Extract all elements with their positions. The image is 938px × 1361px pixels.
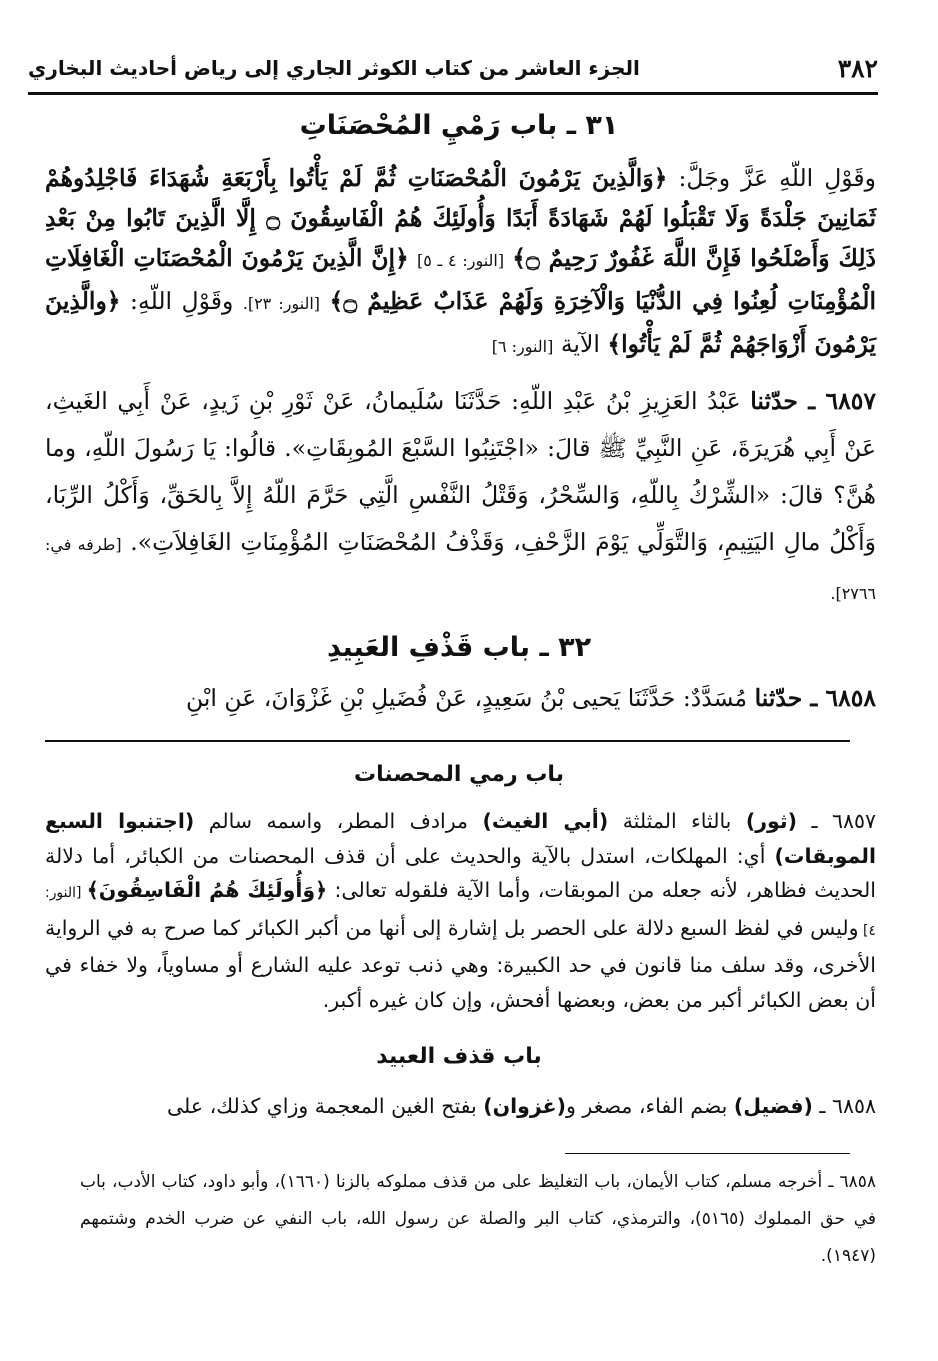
hadith-6857-ref: [طرفه في: ٢٧٦٦].: [45, 535, 876, 603]
verse-ref-1: [النور: ٤ ـ ٥]: [416, 251, 505, 270]
hadith-6857: [45, 378, 876, 617]
page-header: [28, 52, 878, 95]
commentary-text: بالثاء المثلثة: [608, 809, 746, 833]
commentary-verse: ﴿وَأُولَئِكَ هُمُ الْفَاسِقُونَ﴾: [86, 878, 328, 902]
commentary-term-ghazwan: (غزوان): [483, 1094, 566, 1118]
chapter-32-title: ٣٢ ـ باب قَذْفِ العَبِيدِ: [326, 632, 592, 663]
commentary-6857-lead: ٦٨٥٧ ـ: [796, 809, 877, 833]
verse-ref-2: [النور: ٢٣].: [242, 294, 321, 313]
hadith-6858: [45, 676, 876, 720]
hadith-6857-text: عَبْدُ العَزِيزِ بْنُ عَبْدِ اللّهِ: حَدَّثَنَا سُلَيمانُ، عَنْ ثَوْرِ بْنِ زَيدٍ، عَنْ أَبِي الغَيثِ، عَنْ أَبِي هُرَيرَةَ، عَنِ النَّبِيِّ ﷺ قالَ: «اجْتَنِبُوا السَّبْعَ المُوبِقَاتِ». قالُوا: يَا رَسُولَ اللّهِ، وما هُنَّ؟ قالَ: «الشِّرْكُ بِاللّهِ، وَالسِّحْرُ، وَقَتْلُ النَّفْسِ الَّتِي حَرَّمَ اللّهُ إِلاَّ بِالحَقِّ، وَأَكْلُ الرِّبَا، وَأَكْلُ مالِ اليَتِيمِ، وَالتَّوَلِّي يَوْمَ الزَّحْفِ، وَقَذْفُ المُحْصَنَاتِ المُؤْمِنَاتِ الغَافِلاَتِ».: [45, 387, 876, 556]
commentary-text: وليس في لفظ السبع دلالة على الحصر بل إشارة إلى أنها من أكبر الكبائر كما صرح به في الرواية الأخرى، وقد سلف منا قانون في حد الكبيرة: وهي ذنب توعد عليه الشارع أو مساوياً، ولا خفاء في أن بعض الكبائر أكبر من بعض، وبعضها أفحش، وإن كان غيره أكبر.: [45, 915, 876, 1012]
section-divider: [45, 740, 850, 742]
intro-text-1: وقَوْلِ اللّهِ عَزَّ وجَلَّ:: [667, 164, 877, 192]
commentary-term-thawr: (ثور): [745, 809, 797, 833]
commentary-verse-ref: [النور: ٤]: [45, 885, 876, 939]
footnote: ٦٨٥٨ ـ أخرجه مسلم، كتاب الأيمان، باب التغليظ على من قذف مملوكه بالزنا (١٦٦٠)، وأبو داود، كتاب الأدب، باب في حق المملوك (٥١٦٥)، والترمذي، كتاب البر والصلة عن رسول الله، باب النفي عن ضرب الخدم وشتمهم (١٩٤٧).: [80, 1172, 876, 1266]
verse-ref-3: [النور: ٦]: [491, 337, 554, 356]
hadith-6858-text: مُسَدَّدٌ: حَدَّثَنَا يَحيى بْنُ سَعِيدٍ، عَنْ فُضَيلِ بْنِ غَزْوَانَ، عَنِ ابْنِ: [185, 684, 755, 712]
intro-text-2: وقَوْلِ اللّهِ:: [120, 287, 243, 315]
verse-nur-4-5: ﴿وَالَّذِينَ يَرْمُونَ الْمُحْصَنَاتِ ثُمَّ لَمْ يَأْتُوا بِأَرْبَعَةِ شُهَدَاءَ فَاجْلِدُوهُمْ ثَمَانِينَ جَلْدَةً وَلَا تَقْبَلُوا لَهُمْ شَهَادَةً أَبَدًا وَأُولَئِكَ هُمُ الْفَاسِقُونَ ۝ إِلَّا الَّذِينَ تَابُوا مِنْ بَعْدِ ذَلِكَ وَأَصْلَحُوا فَإِنَّ اللَّهَ غَفُورٌ رَحِيمٌ ۝﴾: [45, 164, 876, 272]
commentary-6858: [45, 1088, 876, 1124]
commentary-term-abi-alghayth: (أبي الغيث): [482, 809, 609, 833]
chapter-31-title: ٣١ ـ باب رَمْيِ المُحْصَنَاتِ: [299, 110, 619, 141]
commentary-term-ijtanibu: (اجتنبوا السبع الموبقات): [45, 809, 876, 868]
verse-nur-6: ﴿والَّذِينَ يَرْمُونَ أَزْوَاجَهُمْ ثُمَّ لَمْ يَأْتُوا﴾: [45, 287, 876, 358]
hadith-6857-lead: ٦٨٥٧ ـ حدّثنا: [750, 387, 876, 415]
footnote-divider: [565, 1153, 850, 1154]
commentary-text: أي: المهلكات، استدل بالآية والحديث على أن قذف المحصنات من الكبائر، أما دلالة الحديث فظاهر، لأنه جعله من الموبقات، وأما الآية فلقوله تعالى:: [45, 843, 876, 902]
running-title: الجزء العاشر من كتاب الكوثر الجاري إلى رياض أحاديث البخاري: [28, 56, 640, 80]
commentary-6858-lead: ٦٨٥٨ ـ: [812, 1094, 876, 1118]
commentary-title-1: باب رمي المحصنات: [354, 762, 564, 787]
commentary-text: بضم الفاء، مصغر و: [566, 1094, 734, 1118]
commentary-title-2: باب قذف العبيد: [376, 1044, 542, 1069]
intro-tail: الآية: [553, 330, 608, 358]
page-number: ٣٨٢: [837, 54, 878, 83]
commentary-text: مرادف المطر، واسمه سالم: [194, 809, 483, 833]
commentary-6857: [45, 804, 876, 1017]
hadith-6858-lead: ٦٨٥٨ ـ حدّثنا: [754, 684, 876, 712]
commentary-term-fudayl: (فضيل): [733, 1094, 813, 1118]
commentary-text: بفتح الغين المعجمة وزاي كذلك، على: [166, 1094, 484, 1118]
chapter-31-intro: [45, 158, 876, 367]
verse-nur-23: ﴿إِنَّ الَّذِينَ يَرْمُونَ الْمُحْصَنَاتِ الْغَافِلَاتِ الْمُؤْمِنَاتِ لُعِنُوا فِي الدُّنْيَا وَالْآخِرَةِ وَلَهُمْ عَذَابٌ عَظِيمٌ ۝﴾: [45, 244, 876, 315]
